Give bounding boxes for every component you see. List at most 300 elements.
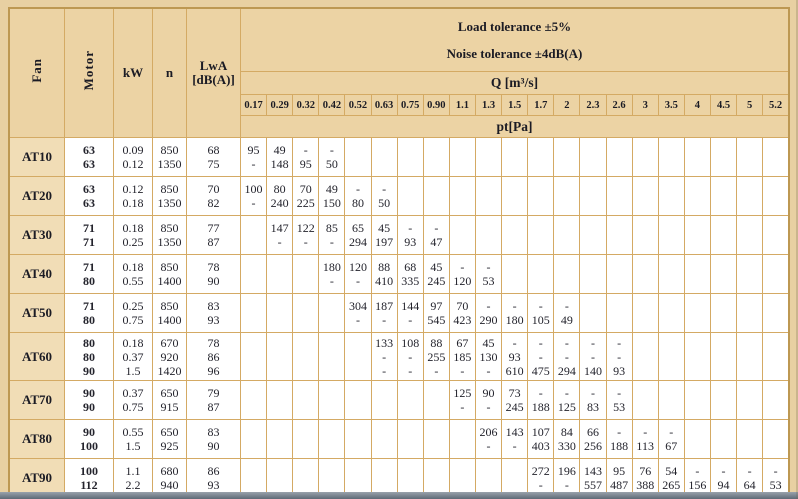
motor-values	[65, 138, 114, 177]
pt-values-line: 93	[508, 349, 521, 364]
fan-row-at10	[9, 138, 789, 177]
pt-values	[737, 255, 763, 294]
pt-values-line: 90	[482, 386, 495, 400]
pt-values	[319, 420, 345, 459]
pt-values	[502, 333, 528, 381]
pt-values-line: -	[590, 386, 595, 400]
n-values-line: 650	[160, 425, 179, 439]
pt-values	[241, 294, 267, 333]
motor-values-line: 80	[83, 274, 95, 288]
pt-values-line: -	[434, 363, 439, 378]
fan-row-at40	[9, 255, 789, 294]
pt-values	[710, 138, 736, 177]
pt-values	[371, 138, 397, 177]
pt-values-line: 88	[378, 260, 391, 274]
pt-values-line: 53	[482, 274, 495, 288]
fan-name: AT90	[9, 459, 65, 498]
tolerance-header	[241, 8, 790, 72]
motor-values	[65, 333, 114, 381]
pt-values-line: 148	[270, 157, 289, 171]
pt-values-line: 68	[404, 260, 417, 274]
pt-values	[606, 138, 632, 177]
pt-values-line: -	[538, 386, 543, 400]
kw-values	[114, 420, 153, 459]
pt-values	[684, 255, 710, 294]
kw-values-line: 2.2	[125, 477, 141, 492]
pt-values	[293, 333, 319, 381]
q-value-header: 0.32	[293, 95, 319, 116]
pt-values-line: 50	[378, 196, 391, 210]
lwa-values-line: 86	[207, 463, 220, 478]
n-values-line: 925	[160, 439, 179, 453]
motor-values-line: 112	[80, 477, 98, 492]
motor-values	[65, 420, 114, 459]
kw-values-line: 0.25	[122, 235, 144, 249]
pt-values-line: -	[277, 235, 282, 249]
pt-values	[658, 294, 684, 333]
pt-values-line: -	[382, 182, 387, 196]
pt-values-line: -	[251, 196, 256, 210]
pt-values-line: -	[617, 349, 622, 364]
lwa-values-line: 87	[207, 235, 220, 249]
pt-values	[241, 177, 267, 216]
pt-values	[737, 216, 763, 255]
pt-values-line: 180	[322, 260, 341, 274]
pt-values-line: 388	[636, 477, 655, 492]
fan-row-at80	[9, 420, 789, 459]
pt-values-line: 185	[453, 349, 472, 364]
table-body	[9, 138, 789, 498]
pt-values-line: -	[617, 386, 622, 400]
pt-values	[371, 333, 397, 381]
page-bottom-shadow	[0, 492, 798, 499]
pt-values-line: -	[512, 299, 517, 313]
pt-values	[267, 216, 293, 255]
pt-values-line: 245	[427, 274, 446, 288]
pt-values	[632, 294, 658, 333]
lwa-values-line: 77	[207, 221, 220, 235]
pt-values-line: -	[355, 274, 360, 288]
pt-values-line: -	[382, 313, 387, 327]
pt-values	[423, 333, 449, 381]
lwa-values	[187, 255, 241, 294]
fan-column-header-label: Fan	[29, 58, 44, 83]
pt-values	[632, 381, 658, 420]
kw-values-line: 0.12	[122, 182, 144, 196]
pt-values-line: 94	[717, 477, 730, 492]
motor-values	[65, 255, 114, 294]
q-value-header: 3	[632, 95, 658, 116]
pt-values	[763, 381, 789, 420]
pt-values-line: 49	[325, 182, 338, 196]
pt-values	[267, 333, 293, 381]
pt-values	[293, 294, 319, 333]
pt-values	[449, 381, 475, 420]
pt-values	[267, 177, 293, 216]
pt-values-line: 95	[247, 143, 260, 157]
kw-values	[114, 216, 153, 255]
q-value-header: 0.52	[345, 95, 371, 116]
pt-values	[397, 294, 423, 333]
n-values-line: 1350	[157, 196, 182, 210]
pt-values	[345, 381, 371, 420]
pt-values	[606, 216, 632, 255]
pt-values	[606, 255, 632, 294]
kw-values-line: 0.75	[122, 400, 144, 414]
n-values	[153, 216, 187, 255]
pt-values-line: 105	[531, 313, 550, 327]
lwa-values-line: 93	[207, 313, 220, 327]
q-value-header: 1.5	[502, 95, 528, 116]
pt-values-line: 64	[743, 477, 756, 492]
pt-values-line: 140	[583, 363, 602, 378]
pt-values	[345, 138, 371, 177]
pt-values	[606, 381, 632, 420]
pt-values	[241, 138, 267, 177]
pt-values	[554, 216, 580, 255]
pt-values	[423, 138, 449, 177]
pt-values	[371, 381, 397, 420]
pt-values-line: -	[486, 363, 491, 378]
pt-values	[293, 138, 319, 177]
motor-values-line: 63	[83, 157, 95, 171]
pt-values	[449, 420, 475, 459]
pt-values-line: -	[512, 439, 517, 453]
n-values-line: 1400	[157, 313, 182, 327]
pt-values-line: 80	[351, 196, 364, 210]
pt-values	[449, 294, 475, 333]
pt-values	[449, 138, 475, 177]
lwa-header-line2: [dB(A)]	[192, 72, 235, 87]
motor-values-line: 100	[80, 463, 98, 478]
kw-values-line: 0.18	[122, 335, 144, 350]
pt-values	[528, 333, 554, 381]
q-value-header: 0.17	[241, 95, 267, 116]
pt-values-line: 113	[636, 439, 654, 453]
q-value-header: 0.29	[267, 95, 293, 116]
pt-values	[737, 381, 763, 420]
pt-values	[606, 177, 632, 216]
pt-values	[763, 255, 789, 294]
pt-values	[710, 216, 736, 255]
pt-values	[737, 333, 763, 381]
pt-values	[371, 294, 397, 333]
table-header	[9, 8, 789, 138]
pt-values	[345, 420, 371, 459]
lwa-values-line: 82	[207, 196, 220, 210]
pt-values	[684, 381, 710, 420]
pt-values	[684, 138, 710, 177]
pt-values	[449, 177, 475, 216]
pt-values	[658, 333, 684, 381]
pt-values-line: -	[538, 349, 543, 364]
pt-values	[580, 177, 606, 216]
pt-values-line: 93	[613, 363, 626, 378]
fan-performance-table	[8, 7, 790, 499]
pt-values-line: 187	[375, 299, 394, 313]
pt-values	[632, 216, 658, 255]
pt-values	[502, 255, 528, 294]
pt-values	[475, 333, 501, 381]
fan-row-at30	[9, 216, 789, 255]
kw-values	[114, 138, 153, 177]
pt-values	[397, 177, 423, 216]
pt-values	[423, 255, 449, 294]
pt-values-line: 49	[273, 143, 286, 157]
pt-values-line: -	[408, 313, 413, 327]
pt-values-line: -	[747, 463, 752, 478]
pt-values-line: -	[564, 386, 569, 400]
lwa-values-line: 70	[207, 182, 220, 196]
pt-values	[293, 177, 319, 216]
pt-values-line: -	[538, 335, 543, 350]
pt-values	[606, 420, 632, 459]
lwa-values-line: 93	[207, 477, 220, 492]
fan-name: AT30	[9, 216, 65, 255]
pt-values	[763, 177, 789, 216]
pt-values	[737, 420, 763, 459]
n-values-line: 915	[160, 400, 179, 414]
pt-values-line: 304	[348, 299, 367, 313]
n-values-line: 850	[160, 143, 179, 157]
pt-values	[658, 420, 684, 459]
pt-values	[528, 177, 554, 216]
pt-values	[423, 177, 449, 216]
q-value-header: 4.5	[710, 95, 736, 116]
lwa-values-line: 90	[207, 274, 220, 288]
kw-values-line: 1.5	[125, 363, 141, 378]
pt-values	[684, 420, 710, 459]
pt-values-line: 85	[325, 221, 338, 235]
pt-values-line: 80	[273, 182, 286, 196]
header-row-tolerance	[9, 8, 789, 72]
pt-values	[658, 138, 684, 177]
pt-values	[397, 216, 423, 255]
pt-values	[710, 294, 736, 333]
motor-values-line: 63	[83, 196, 95, 210]
pt-values-line: -	[617, 425, 622, 439]
pt-values	[449, 255, 475, 294]
motor-column-header	[65, 8, 114, 138]
pt-values	[658, 177, 684, 216]
pt-values-line: 290	[479, 313, 498, 327]
pt-values-line: -	[382, 349, 387, 364]
pt-values-line: -	[460, 400, 465, 414]
pt-values-line: 196	[557, 463, 576, 478]
pt-values	[241, 255, 267, 294]
pt-values-line: 50	[325, 157, 338, 171]
pt-values	[737, 177, 763, 216]
pt-values-line: 88	[430, 335, 443, 350]
fan-name: AT70	[9, 381, 65, 420]
pt-values-line: 45	[482, 335, 495, 350]
pt-values	[684, 333, 710, 381]
pt-values	[423, 294, 449, 333]
pt-values-line: 265	[662, 477, 681, 492]
pt-values-line: -	[355, 313, 360, 327]
pt-values-line: -	[773, 463, 778, 478]
pt-values-line: 335	[401, 274, 420, 288]
motor-values-line: 63	[83, 143, 95, 157]
pt-values-line: -	[695, 463, 700, 478]
pt-values-line: 73	[508, 386, 521, 400]
pt-values	[737, 294, 763, 333]
pt-values	[528, 216, 554, 255]
kw-values	[114, 177, 153, 216]
n-values-line: 850	[160, 182, 179, 196]
pt-values-line: -	[564, 335, 569, 350]
pt-values-line: -	[408, 221, 413, 235]
pt-values-line: 133	[375, 335, 394, 350]
motor-values-line: 80	[83, 313, 95, 327]
q-value-header: 5.2	[763, 95, 789, 116]
motor-values-line: 90	[83, 425, 95, 439]
kw-values-line: 0.55	[122, 274, 144, 288]
pt-values	[580, 138, 606, 177]
n-values-line: 670	[160, 335, 179, 350]
fan-column-header	[9, 8, 65, 138]
pt-values-line: -	[460, 363, 465, 378]
pt-values-line: 144	[401, 299, 420, 313]
pt-values-line: 610	[505, 363, 524, 378]
pt-values	[267, 420, 293, 459]
load-tolerance-text: Load tolerance ±5%	[457, 18, 572, 34]
motor-values-line: 80	[83, 335, 95, 350]
fan-name: AT50	[9, 294, 65, 333]
pt-values-line: 93	[404, 235, 417, 249]
pt-values-line: -	[564, 349, 569, 364]
pt-values	[502, 381, 528, 420]
pt-values-line: -	[643, 425, 648, 439]
motor-values-line: 80	[83, 349, 95, 364]
pt-values	[475, 216, 501, 255]
pt-values-line: 49	[560, 313, 573, 327]
q-value-header: 0.75	[397, 95, 423, 116]
pt-values-line: 143	[505, 425, 524, 439]
pt-values	[710, 177, 736, 216]
pt-values	[554, 381, 580, 420]
q-value-header: 2.3	[580, 95, 606, 116]
motor-values	[65, 294, 114, 333]
q-value-header: 0.90	[423, 95, 449, 116]
fan-name: AT10	[9, 138, 65, 177]
pt-values	[397, 255, 423, 294]
pt-values-line: 83	[586, 400, 599, 414]
pt-values	[580, 255, 606, 294]
pt-values	[475, 255, 501, 294]
pt-values	[528, 138, 554, 177]
pt-values	[554, 294, 580, 333]
n-values-line: 1350	[157, 235, 182, 249]
pt-values-line: 125	[453, 386, 472, 400]
pt-values	[449, 216, 475, 255]
pt-values-line: -	[564, 477, 569, 492]
pt-values-line: 53	[769, 477, 782, 492]
lwa-values	[187, 294, 241, 333]
lwa-values-line: 78	[207, 260, 220, 274]
kw-values	[114, 255, 153, 294]
q-value-header: 2	[554, 95, 580, 116]
pt-values-line: -	[303, 143, 308, 157]
lwa-values	[187, 420, 241, 459]
motor-values-line: 100	[80, 439, 98, 453]
pt-values-line: -	[564, 299, 569, 313]
n-values-line: 1350	[157, 157, 182, 171]
motor-values-line: 71	[83, 221, 95, 235]
n-values	[153, 138, 187, 177]
motor-values-line: 71	[83, 260, 95, 274]
n-values-line: 650	[160, 386, 179, 400]
pt-values-line: 100	[244, 182, 263, 196]
pt-values	[267, 138, 293, 177]
fan-name: AT80	[9, 420, 65, 459]
pt-values-line: 97	[430, 299, 443, 313]
pt-values	[632, 333, 658, 381]
pt-values-line: -	[538, 299, 543, 313]
pt-values-line: -	[486, 299, 491, 313]
pt-values	[684, 216, 710, 255]
pt-values	[397, 333, 423, 381]
fan-name: AT20	[9, 177, 65, 216]
pt-values	[606, 333, 632, 381]
pt-values	[449, 333, 475, 381]
pt-values	[371, 420, 397, 459]
fan-row-at60	[9, 333, 789, 381]
pt-values-line: -	[329, 235, 334, 249]
pt-values	[554, 420, 580, 459]
motor-values	[65, 381, 114, 420]
lwa-values-line: 86	[207, 349, 220, 364]
pt-values	[580, 333, 606, 381]
kw-values-line: 0.75	[122, 313, 144, 327]
pt-values	[371, 177, 397, 216]
pt-values	[319, 294, 345, 333]
pt-values-line: 70	[456, 299, 469, 313]
pt-values	[319, 216, 345, 255]
pt-values-line: 54	[665, 463, 678, 478]
q-unit-header: Q [m³/s]	[241, 72, 790, 95]
pt-values-line: -	[329, 274, 334, 288]
pt-values-line: -	[303, 235, 308, 249]
pt-values	[319, 138, 345, 177]
pt-values-line: -	[512, 335, 517, 350]
pt-values	[502, 294, 528, 333]
pt-values	[475, 420, 501, 459]
motor-column-header-label: Motor	[81, 50, 96, 91]
pt-values-line: 557	[583, 477, 602, 492]
pt-values-line: 120	[348, 260, 367, 274]
q-value-header: 5	[737, 95, 763, 116]
pt-values	[658, 255, 684, 294]
q-value-header: 1.3	[475, 95, 501, 116]
pt-values	[763, 294, 789, 333]
pt-values-line: 255	[427, 349, 446, 364]
q-value-header: 1.7	[528, 95, 554, 116]
pt-values	[502, 216, 528, 255]
pt-values	[319, 177, 345, 216]
q-value-header: 0.63	[371, 95, 397, 116]
lwa-column-header	[187, 8, 241, 138]
pt-values-line: 403	[531, 439, 550, 453]
pt-values	[345, 294, 371, 333]
lwa-values-line: 79	[207, 386, 220, 400]
pt-values-line: 107	[531, 425, 550, 439]
pt-values-line: -	[382, 363, 387, 378]
lwa-values-line: 87	[207, 400, 220, 414]
motor-values-line: 90	[83, 386, 95, 400]
kw-values-line: 0.25	[122, 299, 144, 313]
pt-values	[658, 216, 684, 255]
